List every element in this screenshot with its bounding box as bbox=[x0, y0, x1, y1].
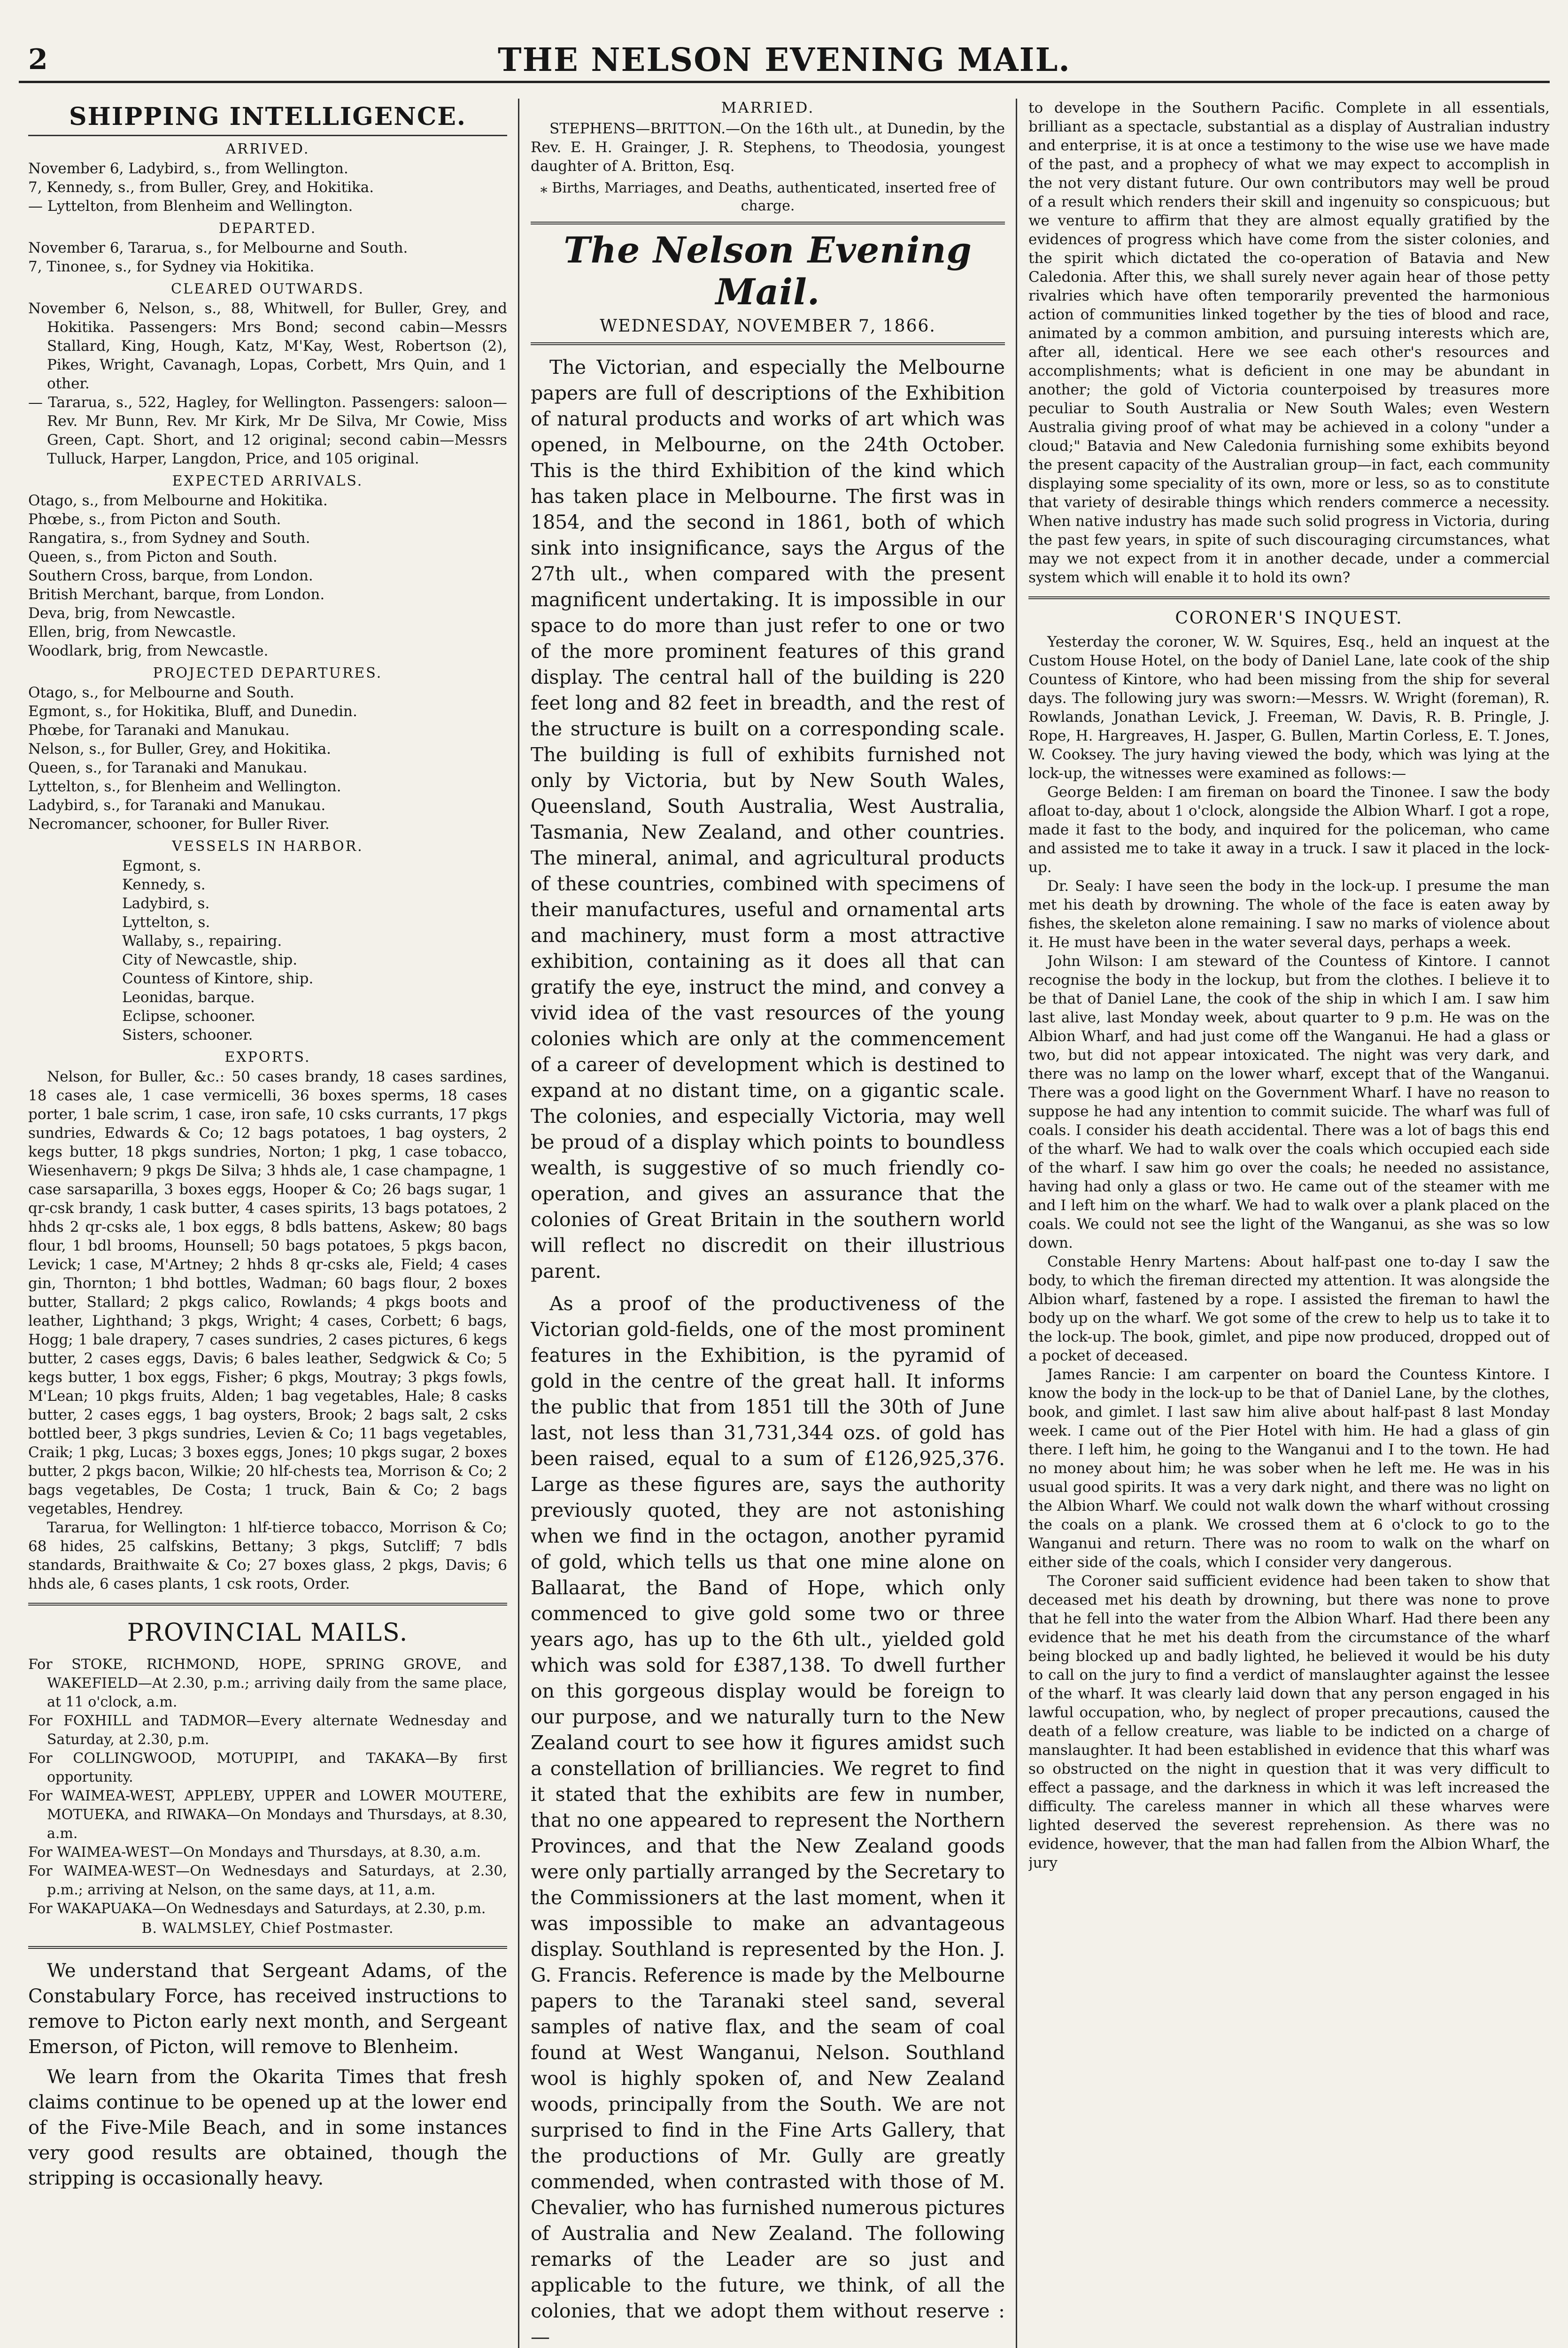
list-item: For WAIMEA-WEST—On Wednesdays and Saturdays, at 2.30, p.m.; arriving at Nelson, on the same days, at 11, a.m. bbox=[28, 1863, 507, 1898]
mails-title: PROVINCIAL MAILS. bbox=[127, 1619, 409, 1647]
local-paragraph: We learn from the Okarita Times that fresh claims continue to be opened up at the lower end of the Five-Mile Beach, and in some instances very good results are obtained, though the stripping is occasionally heavy. bbox=[28, 2066, 507, 2189]
list-item: November 6, Tararua, s., for Melbourne and South. bbox=[28, 239, 408, 256]
list-item: Ellen, brig, from Newcastle. bbox=[28, 624, 237, 641]
mails-list bbox=[28, 1655, 507, 1918]
inquest-paragraph: George Belden: I am fireman on board the Tinonee. I saw the body afloat to-day, about 1 o'clock, alongside the Albion Wharf. I got a rope, made it fast to the body, and inquired for the policeman, who came and assisted me to take it away in a truck. I saw it placed in the lock-up. bbox=[1028, 784, 1550, 876]
column-1 bbox=[28, 99, 507, 2348]
married-notice bbox=[531, 119, 1005, 176]
list-item: Countess of Kintore, ship. bbox=[122, 970, 314, 987]
expected-heading: EXPECTED ARRIVALS. bbox=[172, 473, 363, 489]
exports-paragraph: Tararua, for Wellington: 1 hlf-tierce tobacco, Morrison & Co; 68 hides, 25 calfskins, Bettany; 3 pkgs, Sutcliff; 7 bdls standards, Braithwaite & Co; 27 boxes glass, 2 pkgs, Davis; 6 hhds ale, 6 cases plants, 1 csk roots, Order. bbox=[28, 1519, 507, 1592]
paper-name: THE NELSON EVENING MAIL. bbox=[498, 41, 1071, 79]
list-item: Southern Cross, barque, from London. bbox=[28, 567, 313, 584]
list-item: For FOXHILL and TADMOR—Every alternate Wednesday and Saturday, at 2.30, p.m. bbox=[28, 1713, 507, 1748]
list-item: Leonidas, barque. bbox=[122, 989, 255, 1006]
list-item: Otago, s., for Melbourne and South. bbox=[28, 684, 294, 701]
list-item: Eclipse, schooner. bbox=[122, 1008, 255, 1025]
exports-text bbox=[28, 1067, 507, 1593]
column-2 bbox=[531, 99, 1005, 2348]
postmaster-signature: B. WALMSLEY, Chief Postmaster. bbox=[141, 1920, 394, 1937]
divider bbox=[1028, 596, 1550, 599]
inquest-paragraph: James Rancie: I am carpenter on board the Countess Kintore. I know the body in the lock-up to be that of Daniel Lane, by the clothes, book, and gimlet. I last saw him alive about half-past 8 last Monday week. I came out of the Pier Hotel with him. He had a glass of gin there. I left him, he going to the Wanganui and I to the town. He had no money about him; he was sober when he left me. He was in his usual good spirits. It was a very dark night, and there was no light on the Albion Wharf. We could not walk down the wharf without crossing the coals on a plank. We crossed them at 6 o'clock to go to the Wanganui and return. There was no room to walk on the wharf on either side of the coals, which I consider very dangerous. bbox=[1028, 1366, 1550, 1571]
list-item: November 6, Nelson, s., 88, Whitwell, for Buller, Grey, and Hokitika. Passengers: Mrs Bond; second cabin—Messrs Stallard, King, Hough, Katz, M'Kay, West, Robertson (2), Pikes, Wright, Cavanagh, Lopas, Corbett, Mrs Quin, and 1 other. bbox=[28, 300, 507, 392]
leader-article bbox=[531, 355, 1005, 2348]
page-number: 2 bbox=[28, 43, 48, 76]
list-item: Egmont, s. bbox=[122, 857, 201, 874]
list-item: Otago, s., from Melbourne and Hokitika. bbox=[28, 492, 328, 509]
inquest-heading: CORONER'S INQUEST. bbox=[1175, 609, 1403, 628]
column-3 bbox=[1028, 99, 1550, 2348]
list-item: For WAIMEA-WEST—On Mondays and Thursdays, at 8.30, a.m. bbox=[28, 1844, 481, 1861]
list-item: For WAIMEA-WEST, APPLEBY, UPPER and LOWER MOUTERE, MOTUEKA, and RIWAKA—On Mondays and Thursdays, at 8.30, a.m. bbox=[28, 1788, 507, 1842]
masthead-title: The Nelson Evening Mail. bbox=[564, 229, 972, 313]
list-item: Egmont, s., for Hokitika, Bluff, and Dunedin. bbox=[28, 703, 357, 720]
local-items bbox=[28, 1958, 507, 2191]
list-item: Phœbe, for Taranaki and Manukau. bbox=[28, 722, 290, 739]
list-item: Phœbe, s., from Picton and South. bbox=[28, 511, 281, 528]
list-item: 7, Kennedy, s., from Buller, Grey, and Hokitika. bbox=[28, 179, 374, 196]
running-head bbox=[19, 39, 1550, 83]
list-item: Lyttelton, s. bbox=[122, 914, 210, 931]
divider bbox=[28, 1603, 507, 1606]
local-paragraph: We understand that Sergeant Adams, of the Constabulary Force, has received instructions to remove to Picton early next month, and Sergeant Emerson, of Picton, will remove to Blenheim. bbox=[28, 1960, 507, 2058]
notice-footnote: ⁎ Births, Marriages, and Deaths, authenticated, inserted free of charge. bbox=[540, 180, 996, 214]
list-item: Woodlark, brig, from Newcastle. bbox=[28, 642, 269, 659]
list-item: Necromancer, schooner, for Buller River. bbox=[28, 816, 330, 833]
list-item: For STOKE, RICHMOND, HOPE, SPRING GROVE, and WAKEFIELD—At 2.30, p.m.; arriving daily from the same place, at 11 o'clock, a.m. bbox=[28, 1656, 507, 1710]
quote-paragraph: to develope in the Southern Pacific. Complete in all essentials, brilliant as a spectacle, substantial as a display of Australian industry and enterprise, it is at once a testimony to the wise use we have made of the past, and a prophecy of what we may expect to accomplish in the not very distant future. Our own contributors may well be proud of a result which renders their skill and ingenuity so conspicuous; but we venture to affirm that they are almost equally gratified by the evidences of progress which have come from the sister colonies, and the spirit which dictated the co-operation of Batavia and New Caledonia. After this, we shall surely never again hear of those petty rivalries which have often temporarily prevented the harmonious action of communities linked together by the ties of blood and race, animated by a common ambition, and pursuing interests which are, after all, identical. Here we see each other's resources and accomplishments; what is deficient in one may be abundant in another; the gold of Victoria counterpoised by treasures more peculiar to South Australia or New South Wales; even Western Australia giving proof of what may be achieved in a colony "under a cloud;" Batavia and New Caledonia furnishing some exhibits beyond the present capacity of the Australian group—in fact, each community displaying some speciality of its own, more or less, so as to constitute that variety of desirable things which renders commerce a necessity. When native industry has made such solid progress in Victoria, during the past few years, in spite of such discouraging circumstances, what may we not expect from it in another decade, under a commercial system which will enable it to hold its own? bbox=[1028, 100, 1550, 586]
leader-paragraph: As a proof of the productiveness of the Victorian gold-fields, one of the most prominent features in the Exhibition, is the pyramid of gold in the centre of the great hall. It informs the public that from 1851 till the 30th of June last, not less than 31,731,344 ozs. of gold has been raised, equal to a sum of £126,925,376. Large as these figures are, says the authority previously quoted, they are not astonishing when we find in the octagon, another pyramid of gold, which tells us that one mine alone on Ballaarat, the Band of Hope, which only commenced to give gold some two or three years ago, has up to the 6th ult., yielded gold which was sold for £387,138. To dwell further on this gorgeous display would be foreign to our purpose, and we naturally turn to the New Zealand court to see how it figures amidst such a constellation of brilliancies. We regret to find it stated that the exhibits are few in number, that no one appeared to represent the Northern Provinces, and that the New Zealand goods were only partially arranged by the Secretary to the Commissioners at the last moment, when it was impossible to make an advantageous display. Southland is represented by the Hon. J. G. Francis. Reference is made by the Melbourne papers to the Taranaki steel sand, several samples of native flax, and the seam of coal found at West Wanganui, Nelson. Southland wool is highly spoken of, and New Zealand woods, principally from the South. We are not surprised to find in the Fine Arts Gallery, that the productions of Mr. Gully are greatly commended, when contrasted with those of M. Chevalier, who has furnished numerous pictures of Australia and New Zealand. The following remarks of the Leader are so just and applicable to the future, we think, of all the colonies, that we adopt them without reserve :— bbox=[531, 1292, 1005, 2348]
projected-list bbox=[28, 683, 507, 834]
list-item: Lyttelton, s., for Blenheim and Wellington. bbox=[28, 778, 341, 795]
list-item: Wallaby, s., repairing. bbox=[122, 933, 282, 950]
projected-heading: PROJECTED DEPARTURES. bbox=[153, 665, 383, 681]
list-item: For COLLINGWOOD, MOTUPIPI, and TAKAKA—By first opportunity. bbox=[28, 1750, 507, 1785]
harbor-heading: VESSELS IN HARBOR. bbox=[172, 838, 363, 855]
masthead-date: WEDNESDAY, NOVEMBER 7, 1866. bbox=[600, 317, 936, 336]
list-item: 7, Tinonee, s., for Sydney via Hokitika. bbox=[28, 258, 315, 275]
harbor-list bbox=[28, 857, 507, 1044]
inquest-article bbox=[1028, 633, 1550, 1872]
inquest-paragraph: Yesterday the coroner, W. W. Squires, Esq., held an inquest at the Custom House Hotel, on the body of Daniel Lane, late cook of the ship Countess of Kintore, who had been missing from the ship for several days. The following jury was sworn:—Messrs. W. Wright (foreman), R. Rowlands, Jonathan Levick, J. Freeman, W. Davis, R. B. Pringle, J. Rope, H. Hargreaves, H. Jasper, G. Bullen, Martin Corless, E. T. Jones, W. Cooksey. The jury having viewed the body, which was lying at the lock-up, the witnesses were examined as follows:— bbox=[1028, 633, 1550, 782]
departed-heading: DEPARTED. bbox=[218, 220, 317, 237]
list-item: Kennedy, s. bbox=[122, 876, 206, 893]
exports-heading: EXPORTS. bbox=[224, 1049, 311, 1066]
masthead bbox=[531, 222, 1005, 345]
list-item: City of Newcastle, ship. bbox=[122, 951, 298, 968]
list-item: Queen, s., from Picton and South. bbox=[28, 548, 278, 565]
list-item: — Lyttelton, from Blenheim and Wellington. bbox=[28, 198, 353, 215]
leader-quote-continued bbox=[1028, 99, 1550, 587]
list-item: Rangatira, s., from Sydney and South. bbox=[28, 530, 310, 547]
column-rule bbox=[518, 99, 519, 2348]
column-rule bbox=[1016, 99, 1017, 2348]
inquest-paragraph: The Coroner said sufficient evidence had been taken to show that deceased met his death by drowning, but there was none to prove that he fell into the water from the Albion Wharf. Had there been any evidence that he met his death from the circumstance of the wharf being blocked up and badly lighted, he believed it would be his duty to call on the jury to find a verdict of manslaughter against the lessee of the wharf. It was clearly laid down that any person engaged in his lawful occupation, who, by neglect of proper precautions, caused the death of a fellow creature, was liable to be indicted on a charge of manslaughter. It had been established in evidence that this wharf was so obstructed on the night in question that it was very difficult to effect a passage, and the darkness in which it was left increased the difficulty. The careless manner in which all these wharves were lighted deserved the severest reprehension. As there was no evidence, however, that the man had fallen from the Albion Wharf, the jury bbox=[1028, 1573, 1550, 1871]
arrived-heading: ARRIVED. bbox=[225, 141, 310, 157]
list-item: Deva, brig, from Newcastle. bbox=[28, 605, 236, 622]
list-item: Sisters, schooner. bbox=[122, 1027, 253, 1043]
cleared-list bbox=[28, 299, 507, 468]
list-item: Ladybird, s., for Taranaki and Manukau. bbox=[28, 797, 326, 814]
list-item: Queen, s., for Taranaki and Manukau. bbox=[28, 759, 308, 776]
inquest-paragraph: Dr. Sealy: I have seen the body in the lock-up. I presume the man met his death by drowning. The whole of the face is eaten away by fishes, the skeleton alone remaining. I saw no marks of violence about it. He must have been in the water several days, perhaps a week. bbox=[1028, 878, 1550, 951]
inquest-paragraph: Constable Henry Martens: About half-past one to-day I saw the body, to which the fireman directed my attention. It was alongside the Albion wharf, fastened by a rope. I assisted the fireman to hawl the body up on the wharf. We got some of the crew to help us to take it to the lock-up. The book, gimlet, and pipe now produced, dropped out of a pocket of deceased. bbox=[1028, 1253, 1550, 1364]
cleared-heading: CLEARED OUTWARDS. bbox=[170, 281, 365, 297]
leader-paragraph: The Victorian, and especially the Melbourne papers are full of descriptions of the Exhibition of natural products and works of art which was opened, in Melbourne, on the 24th October. This is the third Exhibition of the kind which has taken place in Melbourne. The first was in 1854, and the second in 1861, both of which sink into insignificance, says the Argus of the 27th ult., when compared with the present magnificent undertaking. It is impossible in our space to do more than just refer to one or two of the more prominent features of this grand display. The central hall of the building is 220 feet long and 82 feet in breadth, and the rest of the structure is built on a corresponding scale. The building is full of exhibits furnished not only by Victoria, but by New South Wales, Queensland, South Australia, West Australia, Tasmania, New Zealand, and other countries. The mineral, animal, and agricultural products of these countries, combined with specimens of their manufactures, useful and ornamental arts and machinery, must form a most attractive exhibition, containing as it does all that can gratify the eye, instruct the mind, and convey a vivid idea of the vast resources of the young colonies which are only at the commencement of a career of development which is destined to expand at no distant time, on a gigantic scale. The colonies, and especially Victoria, may well be proud of a display which points to boundless wealth, is suggestive of so much friendly co-operation, and gives an assurance that the colonies of Great Britain in the southern world will reflect no discredit on their illustrious parent. bbox=[531, 356, 1005, 1282]
list-item: For WAKAPUAKA—On Wednesdays and Saturdays, at 2.30, p.m. bbox=[28, 1900, 486, 1917]
exports-paragraph: Nelson, for Buller, &c.: 50 cases brandy, 18 cases sardines, 18 cases ale, 1 case vermicelli, 36 boxes sperms, 18 cases porter, 1 bale scrim, 1 case, iron safe, 10 csks currants, 17 pkgs sundries, Edwards & Co; 12 bags potatoes, 1 bag oysters, 2 kegs butter, 18 pkgs sundries, Norton; 1 pkg, 1 case tobacco, Wiesenhavern; 9 pkgs De Silva; 3 hhds ale, 1 case champagne, 1 case sarsaparilla, 3 boxes eggs, Hooper & Co; 26 bags sugar, 1 qr-csk brandy, 1 cask butter, 4 cases spirits, 13 bags potatoes, 2 hhds 2 qr-csks ale, 1 box eggs, 8 bdls battens, Askew; 80 bags flour, 1 bdl brooms, Hounsell; 50 bags potatoes, 5 pkgs bacon, Levick; 1 case, M'Artney; 2 hhds 8 qr-csks ale, Field; 4 cases gin, Thornton; 1 bhd bottles, Wadman; 60 bags flour, 2 boxes butter, Stallard; 2 pkgs calico, Rowlands; 4 pkgs boots and leather, Lighthand; 3 pkgs, Wright; 4 cases, Corbett; 6 bags, Hogg; 1 bale drapery, 7 cases sundries, 2 cases pictures, 6 kegs butter, 2 cases eggs, Davis; 6 bales leather, Sedgwick & Co; 5 kegs butter, 1 box eggs, Fisher; 6 pkgs, Moutray; 3 pkgs fowls, M'Lean; 10 pkgs fruits, Alden; 1 bag vegetables, Hale; 8 casks butter, 2 cases eggs, 1 bag oysters, Brook; 2 bags salt, 2 csks bottled beer, 3 pkgs sundries, Levien & Co; 11 bags vegetables, Craik; 1 pkg, Lucas; 3 boxes eggs, Jones; 10 pkgs sugar, 2 boxes butter, 2 pkgs bacon, Wilkie; 20 hlf-chests tea, Morrison & Co; 2 bags vegetables, De Costa; 1 truck, Bain & Co; 2 bags vegetables, Hendrey. bbox=[28, 1068, 507, 1517]
list-item: Nelson, s., for Buller, Grey, and Hokitika. bbox=[28, 741, 332, 757]
shipping-title: SHIPPING INTELLIGENCE. bbox=[28, 99, 507, 136]
expected-list bbox=[28, 491, 507, 660]
married-text: STEPHENS—BRITTON.—On the 16th ult., at Dunedin, by the Rev. E. H. Grainger, J. R. Stephens, to Theodosia, youngest daughter of A. Britton, Esq. bbox=[531, 120, 1005, 175]
departed-list bbox=[28, 239, 507, 276]
list-item: Ladybird, s. bbox=[122, 895, 210, 912]
divider bbox=[28, 1946, 507, 1949]
arrived-list bbox=[28, 159, 507, 216]
list-item: November 6, Ladybird, s., from Wellington. bbox=[28, 160, 348, 177]
married-heading: MARRIED. bbox=[721, 99, 815, 116]
list-item: — Tararua, s., 522, Hagley, for Wellington. Passengers: saloon—Rev. Mr Bunn, Rev. Mr Kirk, Mr De Silva, Mr Cowie, Miss Green, Capt. Short, and 12 original; second cabin—Messrs Tulluck, Harper, Langdon, Price, and 105 original. bbox=[28, 394, 507, 467]
list-item: British Merchant, barque, from London. bbox=[28, 586, 325, 603]
inquest-paragraph: John Wilson: I am steward of the Countess of Kintore. I cannot recognise the body in the lockup, but from the clothes. I believe it to be that of Daniel Lane, the cook of the ship in which I am. I saw him last alive, last Monday week, about quarter to 9 p.m. He was on the Albion Wharf, and had just come off the Wanganui. He had a glass or two, but did not appear intoxicated. The night was very dark, and there was no lamp on the lower wharf, except that of the Wanganui. There was a good light on the Government Wharf. I have no reason to suppose he had any intention to commit suicide. The wharf was full of coals. I consider his death accidental. There was a lot of bags this end of the wharf. We had to walk over the coals which occupied each side of the wharf. I saw him go over the coals; he needed no assistance, having had only a glass or two. He came out of the steamer with me and I left him on the wharf. We had to walk over a plank placed on the coals. We could not see the light of the Wanganui, as she was so low down. bbox=[1028, 953, 1550, 1251]
